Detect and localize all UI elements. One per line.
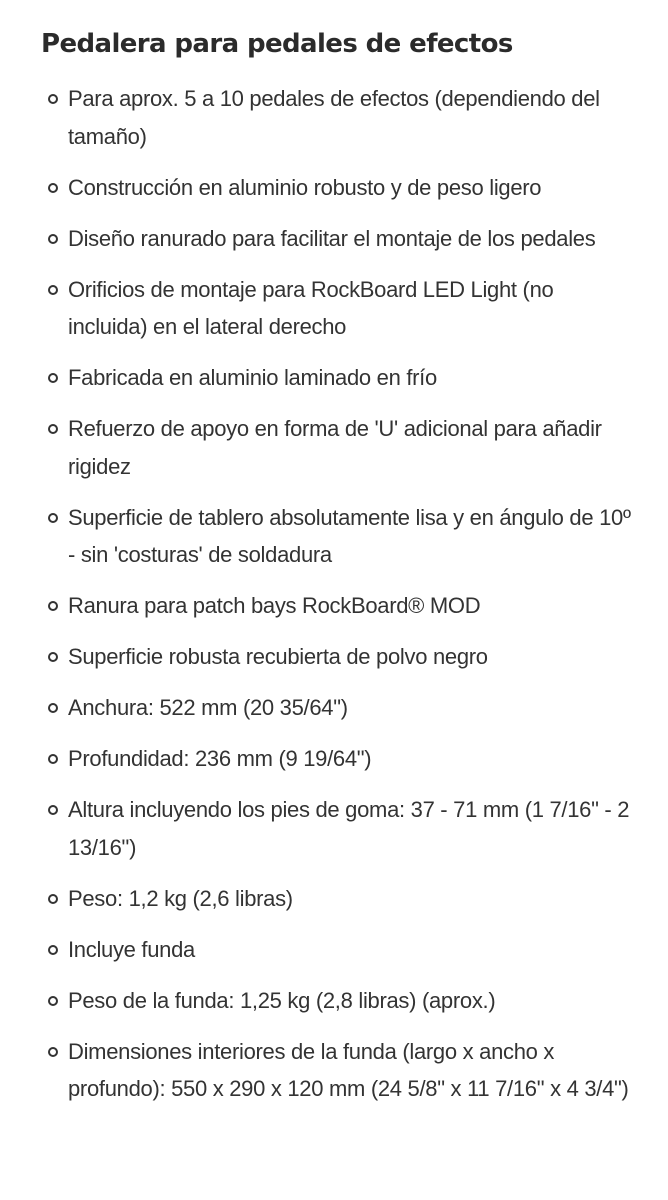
list-item-text: Diseño ranurado para facilitar el montaje de los pedales (68, 225, 596, 251)
list-item-text: Peso de la funda: 1,25 kg (2,8 libras) (aprox.) (68, 987, 496, 1013)
list-item (41, 982, 631, 1020)
list-item-text: Altura incluyendo los pies de goma: 37 - 71 mm (1 7/16" - 2 13/16") (68, 797, 630, 860)
bullet-icon (48, 945, 58, 955)
list-item-text: Ranura para patch bays RockBoard® MOD (68, 593, 481, 618)
bullet-icon (48, 996, 58, 1006)
list-item-text: Profundidad: 236 mm (9 19/64") (68, 746, 372, 771)
bullet-icon (48, 601, 58, 611)
list-item-text: Dimensiones interiores de la funda (largo x ancho x profundo): 550 x 290 x 120 mm (24 5/8" x 11 7/16" x 4 3/4") (68, 1038, 629, 1101)
list-item (41, 359, 631, 397)
bullet-icon (48, 652, 58, 662)
list-item (41, 1033, 631, 1108)
list-item (41, 689, 631, 727)
list-item (41, 791, 631, 866)
bullet-icon (48, 234, 58, 244)
list-item-text: Peso: 1,2 kg (2,6 libras) (68, 885, 293, 911)
list-item-text: Incluye funda (68, 936, 195, 962)
list-item-text: Construcción en aluminio robusto y de peso ligero (68, 174, 542, 200)
bullet-icon (48, 183, 58, 193)
list-item-text: Para aprox. 5 a 10 pedales de efectos (dependiendo del tamaño) (68, 86, 600, 149)
bullet-icon (48, 513, 58, 523)
list-item (41, 740, 631, 778)
list-item-text: Superficie robusta recubierta de polvo negro (68, 644, 488, 669)
list-item (41, 931, 631, 969)
list-item (41, 587, 631, 625)
bullet-icon (48, 285, 58, 295)
list-item (41, 499, 631, 574)
bullet-icon (48, 1047, 58, 1057)
bullet-icon (48, 754, 58, 764)
bullet-icon (48, 894, 58, 904)
list-item-text: Fabricada en aluminio laminado en frío (68, 365, 437, 390)
list-item (41, 169, 631, 207)
bullet-icon (48, 703, 58, 713)
list-item-text: Orificios de montaje para RockBoard LED Light (no incluida) en el lateral derecho (68, 276, 554, 339)
list-item (41, 271, 631, 346)
bullet-icon (48, 94, 58, 104)
list-item-text: Anchura: 522 mm (20 35/64") (68, 695, 348, 720)
list-item (41, 80, 631, 155)
list-item-text: Refuerzo de apoyo en forma de 'U' adicional para añadir rigidez (68, 416, 602, 479)
section-title: Pedalera para pedales de efectos (41, 29, 513, 59)
feature-list (41, 80, 631, 1121)
bullet-icon (48, 424, 58, 434)
list-item (41, 638, 631, 676)
product-features-section (41, 20, 641, 68)
list-item-text: Superficie de tablero absolutamente lisa y en ángulo de 10º - sin 'costuras' de soldadura (68, 504, 631, 567)
list-item (41, 880, 631, 918)
bullet-icon (48, 373, 58, 383)
list-item (41, 220, 631, 258)
list-item (41, 410, 631, 485)
bullet-icon (48, 805, 58, 815)
